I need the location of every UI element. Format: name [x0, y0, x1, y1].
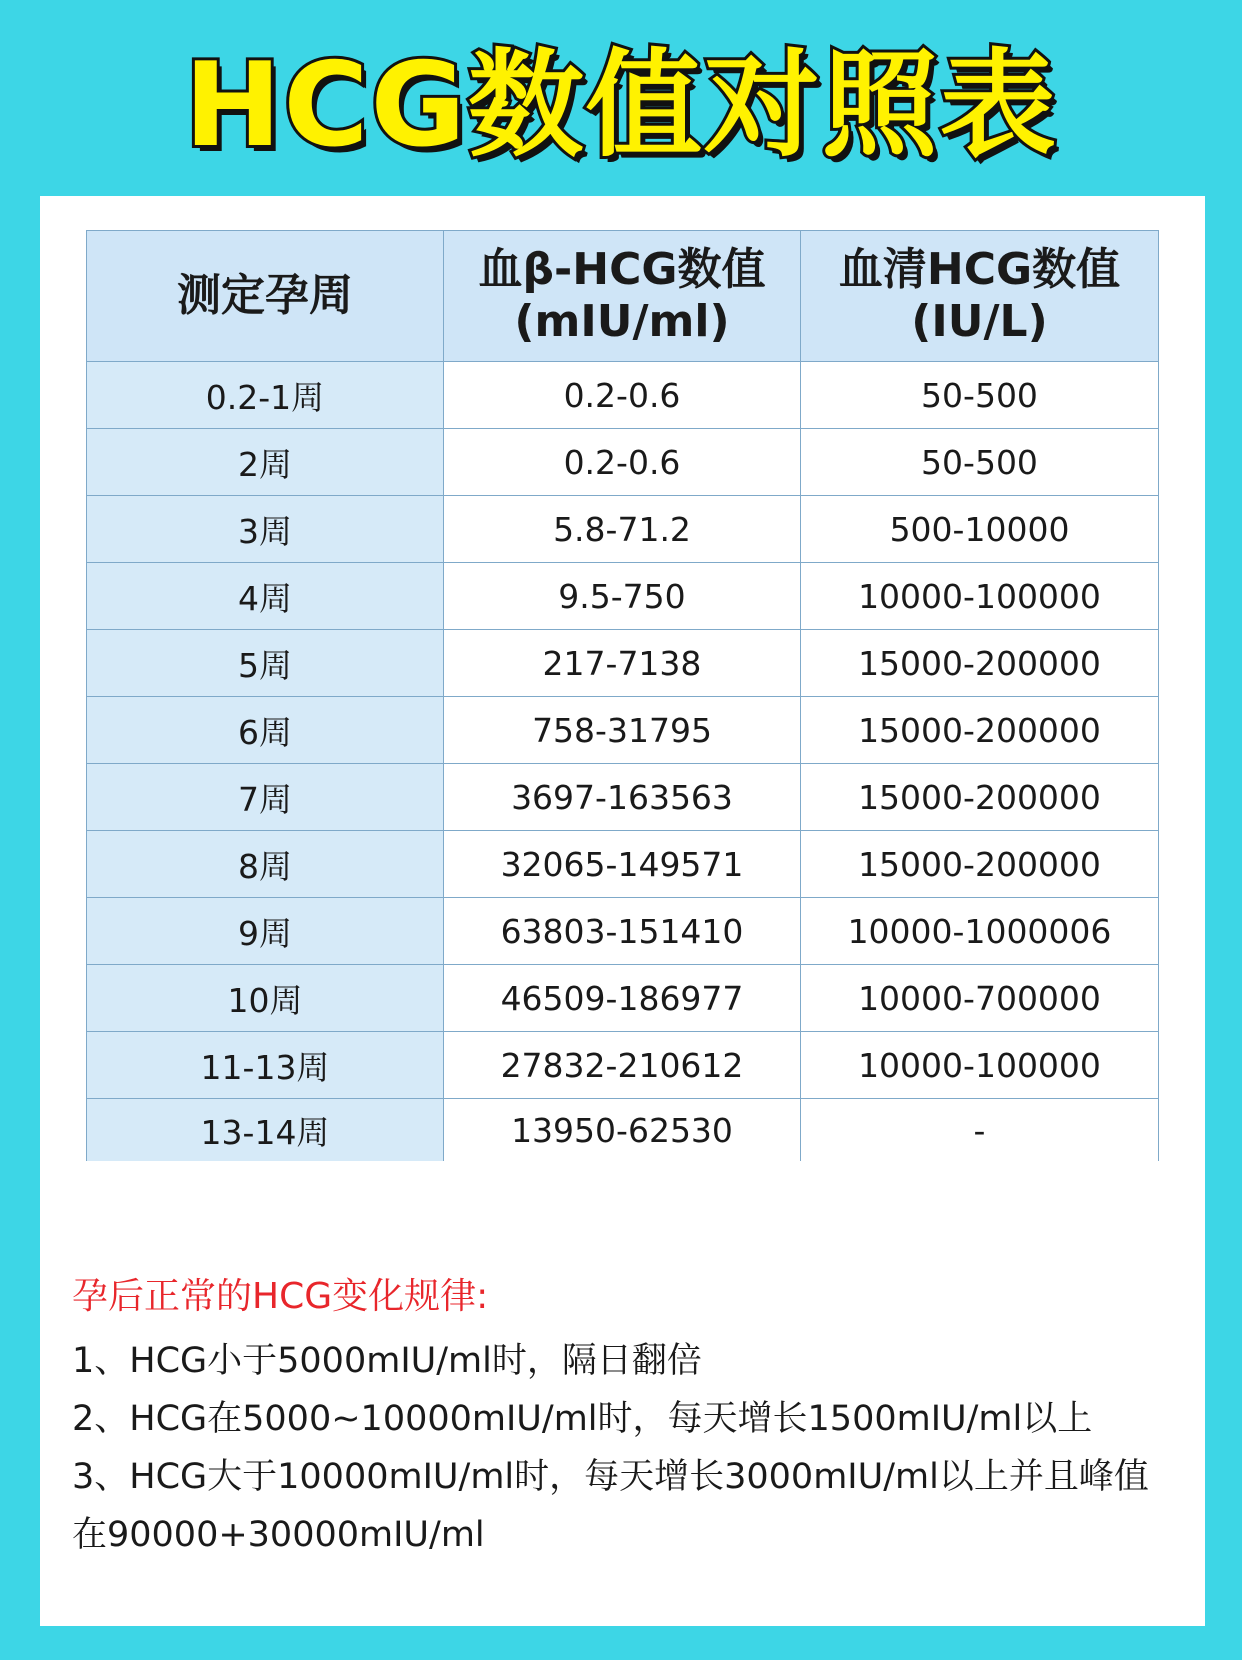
table-row — [87, 965, 1159, 1032]
beta-hcg-cell: 0.2-0.6 — [444, 362, 801, 429]
serum-hcg-cell: 500-10000 — [801, 496, 1159, 563]
header-beta-hcg-label: 血β-HCG数值 — [478, 244, 766, 295]
beta-hcg-cell: 758-31795 — [444, 697, 801, 764]
beta-hcg-cell: 63803-151410 — [444, 898, 801, 965]
week-cell: 13-14周 — [87, 1099, 444, 1162]
beta-hcg-cell: 13950-62530 — [444, 1099, 801, 1162]
serum-hcg-cell: 10000-700000 — [801, 965, 1159, 1032]
beta-hcg-cell: 27832-210612 — [444, 1032, 801, 1099]
serum-hcg-cell: 10000-1000006 — [801, 898, 1159, 965]
header-beta-hcg-unit: (mIU/ml) — [514, 296, 730, 347]
beta-hcg-cell: 32065-149571 — [444, 831, 801, 898]
table-row — [87, 697, 1159, 764]
serum-hcg-cell: 10000-100000 — [801, 1032, 1159, 1099]
table-row — [87, 429, 1159, 496]
header-week-label: 测定孕周 — [177, 270, 353, 321]
beta-hcg-cell: 46509-186977 — [444, 965, 801, 1032]
table-header-row — [87, 231, 1159, 362]
week-cell: 6周 — [87, 697, 444, 764]
header-serum-hcg-unit: (IU/L) — [911, 296, 1048, 347]
page-title: HCG数值对照表 — [184, 37, 1058, 173]
serum-hcg-cell: - — [801, 1099, 1159, 1162]
week-cell: 7周 — [87, 764, 444, 831]
week-cell: 2周 — [87, 429, 444, 496]
week-cell: 9周 — [87, 898, 444, 965]
rules-list — [72, 1332, 1182, 1564]
table-row — [87, 630, 1159, 697]
table-row — [87, 764, 1159, 831]
beta-hcg-cell: 3697-163563 — [444, 764, 801, 831]
serum-hcg-cell: 15000-200000 — [801, 697, 1159, 764]
week-cell: 0.2-1周 — [87, 362, 444, 429]
table-row — [87, 362, 1159, 429]
serum-hcg-cell: 50-500 — [801, 429, 1159, 496]
serum-hcg-cell: 50-500 — [801, 362, 1159, 429]
header-week — [87, 231, 444, 362]
week-cell: 11-13周 — [87, 1032, 444, 1099]
header-beta-hcg — [444, 231, 801, 362]
serum-hcg-cell: 15000-200000 — [801, 630, 1159, 697]
table-row — [87, 1099, 1159, 1162]
header-serum-hcg-label: 血清HCG数值 — [838, 244, 1121, 295]
table-row — [87, 898, 1159, 965]
week-cell: 10周 — [87, 965, 444, 1032]
rule-item: 1、HCG小于5000mIU/ml时，隔日翻倍 — [72, 1341, 702, 1381]
week-cell: 5周 — [87, 630, 444, 697]
week-cell: 8周 — [87, 831, 444, 898]
week-cell: 4周 — [87, 563, 444, 630]
serum-hcg-cell: 15000-200000 — [801, 831, 1159, 898]
rules-heading: 孕后正常的HCG变化规律: — [72, 1276, 489, 1317]
rule-item: 3、HCG大于10000mIU/ml时，每天增长3000mIU/ml以上并且峰值在90000+30000mIU/ml — [72, 1457, 1149, 1555]
table-row — [87, 496, 1159, 563]
table-row — [87, 831, 1159, 898]
hcg-table — [86, 230, 1159, 1161]
beta-hcg-cell: 5.8-71.2 — [444, 496, 801, 563]
serum-hcg-cell: 10000-100000 — [801, 563, 1159, 630]
beta-hcg-cell: 0.2-0.6 — [444, 429, 801, 496]
rule-item: 2、HCG在5000~10000mIU/ml时，每天增长1500mIU/ml以上 — [72, 1399, 1093, 1439]
table-row — [87, 563, 1159, 630]
beta-hcg-cell: 9.5-750 — [444, 563, 801, 630]
serum-hcg-cell: 15000-200000 — [801, 764, 1159, 831]
week-cell: 3周 — [87, 496, 444, 563]
table-row — [87, 1032, 1159, 1099]
beta-hcg-cell: 217-7138 — [444, 630, 801, 697]
header-serum-hcg — [801, 231, 1159, 362]
content-card — [40, 196, 1205, 1626]
